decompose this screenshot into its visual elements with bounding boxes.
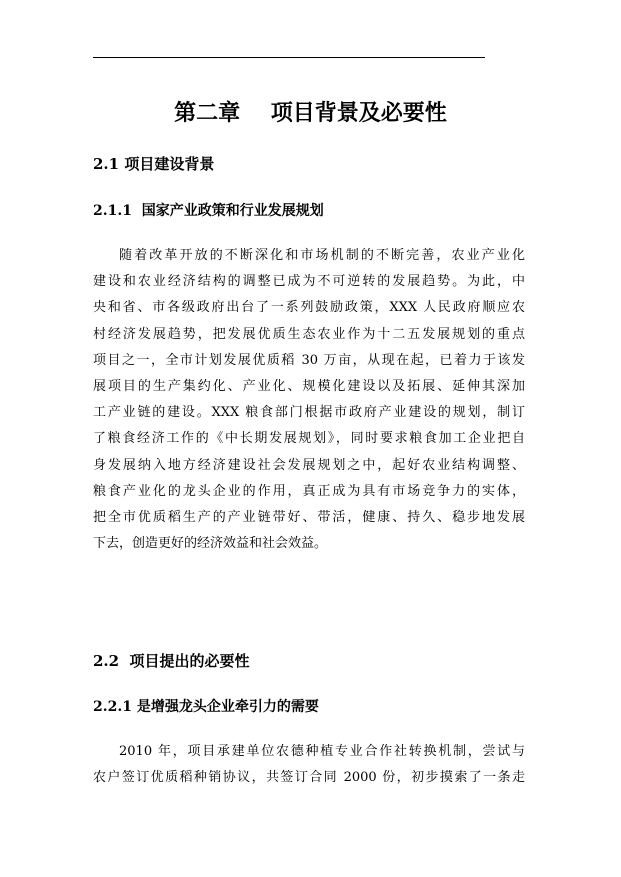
paragraph-line: 了粮食经济工作的《中长期发展规划》，同时要求粮食加工企业把自	[93, 431, 525, 447]
paragraph-line: 2010 年，项目承建单位农德种植专业合作社转换机制，尝试与	[119, 744, 525, 759]
section-heading-2-2-1: 2.2.1 是增强龙头企业牵引力的需要	[93, 699, 319, 715]
paragraph-line: 下去，创造更好的经济效益和社会效益。	[93, 536, 328, 552]
section-heading-2-1-1: 2.1.1 国家产业政策和行业发展规划	[93, 203, 324, 219]
header-rule	[93, 57, 485, 58]
paragraph-line: 建设和农业经济结构的调整已成为不可逆转的发展趋势。为此，中	[93, 274, 525, 290]
paragraph-line: 身发展纳入地方经济建设社会发展规划之中，起好农业结构调整、	[93, 457, 525, 473]
paragraph-line: 把全市优质稻生产的产业链带好、带活，健康、持久、稳步地发展	[93, 509, 525, 525]
paragraph-line: 央和省、市各级政府出台了一系列鼓励政策，XXX 人民政府顺应农	[93, 300, 525, 316]
paragraph-line: 展项目的生产集约化、产业化、规模化建设以及拓展、延伸其深加	[93, 378, 525, 394]
paragraph-line: 粮食产业化的龙头企业的作用，真正成为具有市场竞争力的实体，	[93, 483, 525, 499]
paragraph-line: 村经济发展趋势，把发展优质生态农业作为十二五发展规划的重点	[93, 326, 525, 342]
paragraph-line: 项目之一，全市计划发展优质稻 30 万亩，从现在起，已着力于该发	[93, 352, 525, 368]
paragraph-line: 农户签订优质稻种销协议，共签订合同 2000 份，初步摸索了一条走	[93, 770, 525, 786]
paragraph-line: 工产业链的建设。XXX 粮食部门根据市政府产业建设的规划，制订	[93, 405, 525, 421]
paragraph-line: 随着改革开放的不断深化和市场机制的不断完善，农业产业化	[119, 248, 525, 263]
paragraph-leading-enterprise	[93, 739, 525, 791]
paragraph-policy-background	[93, 243, 525, 557]
section-heading-2-1: 2.1 项目建设背景	[93, 155, 215, 173]
chapter-title: 第二章 项目背景及必要性	[174, 100, 447, 126]
section-heading-2-2: 2.2 项目提出的必要性	[93, 652, 250, 670]
